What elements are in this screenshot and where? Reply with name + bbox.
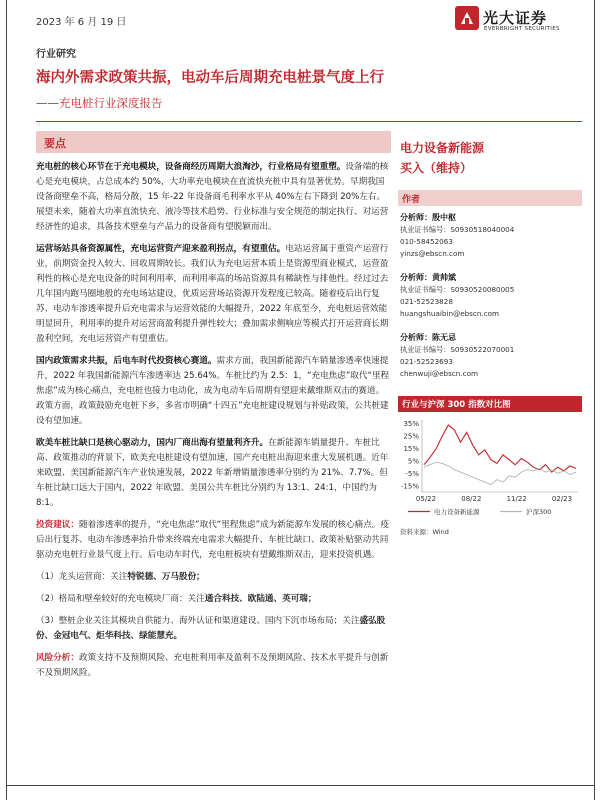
paragraph-risk bbox=[36, 651, 391, 681]
report-date: 2023 年 6 月 19 日 bbox=[36, 17, 127, 28]
authors-label: 作者 bbox=[402, 195, 421, 205]
analyst-name: 分析师：黄帅斌 bbox=[400, 273, 456, 282]
recommendation-text: （2）格局和壁垒较好的充电模块厂商：关注 bbox=[36, 594, 205, 604]
paragraph-heading: 充电桩的核心环节在于充电模块，设备商经历周期大浪淘沙，行业格局有望重塑。 bbox=[36, 162, 346, 172]
recommendation-operators bbox=[36, 570, 391, 585]
chart-source: 资料来源：Wind bbox=[400, 528, 449, 536]
analyst-card bbox=[400, 212, 584, 260]
analyst-phone: 010-58452063 bbox=[400, 237, 453, 246]
paragraph-domestic-policy bbox=[36, 354, 391, 429]
chart-y-tick-label: -15% bbox=[400, 482, 419, 491]
chart-y-tick-label: 5% bbox=[407, 457, 419, 466]
chart-header bbox=[398, 396, 582, 412]
report-title: 海内外需求政策共振，电动车后周期充电桩景气度上行 bbox=[36, 70, 384, 86]
paragraph-heading: 国内政策需求共振，后电车时代投资核心赛道。 bbox=[36, 356, 217, 366]
recommendation-end: ； bbox=[196, 572, 205, 582]
chart-legend-label: 电力设备新能源 bbox=[434, 508, 480, 516]
rating-badge: 买入（维持） bbox=[400, 161, 473, 175]
recommendation-end: 。 bbox=[173, 631, 183, 641]
sector-name: 电力设备新能源 bbox=[400, 141, 485, 155]
paragraph-core-module bbox=[36, 160, 391, 235]
recommendation-stocks: 通合科技、欧陆通、英可瑞 bbox=[204, 594, 308, 604]
paragraph-overseas bbox=[36, 436, 391, 511]
report-category: 行业研究 bbox=[36, 49, 76, 60]
analyst-license: 执业证书编号：S0930520080005 bbox=[400, 285, 515, 294]
paragraph-text: 随着渗透率的提升，“充电焦虑”取代“里程焦虑”成为新能源车发展的核心痛点。疫后出行复苏、电动车渗透率抬升带来终端充电需求大幅提升、车桩比缺口、政策补贴驱动共同驱动充电桩行业景气度上行。后电动车时代，充电桩板块有望戴维斯双击，迎来投资机遇。 bbox=[36, 520, 389, 560]
recommendation-text: （3）整桩企业关注其模块自供能力、海外认证和渠道建设、国内下沉市场布局；关注 bbox=[36, 616, 360, 626]
recommendation-integrators bbox=[36, 614, 391, 644]
everbright-logo-icon bbox=[455, 6, 479, 30]
analyst-name: 分析师：陈无忌 bbox=[400, 333, 456, 342]
paragraph-heading: 风险分析： bbox=[36, 653, 79, 663]
recommendation-text: （1）龙头运营商：关注 bbox=[36, 572, 128, 582]
brand-name-en: EVERBRIGHT SECURITIES bbox=[484, 26, 560, 32]
analyst-phone: 021-52523693 bbox=[400, 357, 453, 366]
paragraph-text: 在新能源车销量提升、车桩比高、政策推动的背景下，欧美充电桩建设有望加速，国产充电桩出海迎来重大发展机遇。近年来欧盟、美国新能源汽车产业快速发展，2022 年新增销量渗透率分别约为 21%、7.7%。但车桩比缺口远大于国内，2022 年欧盟、美国公共车桩比分别约为 13:1、24:1，中国约为 8:1。 bbox=[36, 438, 389, 508]
chart-x-tick-label: 02/23 bbox=[551, 495, 573, 503]
chart-series-line bbox=[424, 462, 576, 484]
chart-x-tick-label: 11/22 bbox=[506, 495, 527, 503]
analyst-license: 执业证书编号：S0930522070001 bbox=[400, 345, 515, 354]
report-subtitle: ——充电桩行业深度报告 bbox=[36, 96, 163, 110]
analyst-email[interactable]: yinzs@ebscn.com bbox=[400, 249, 465, 258]
key-points-body bbox=[36, 160, 391, 688]
analyst-phone: 021-52523828 bbox=[400, 297, 453, 306]
paragraph-text: 电站运营属于重资产运营行业，前期资金投入较大、回收周期较长。我们认为充电运营本质上是资源型商业模式，运营盈利性的核心是充电设备的时间利用率，而利用率高的场站资源具有稀缺性与排他性。经过过去几年国内跑马圈地般的充电场站建设，优质运营场站资源开发程度已较高。随着疫后出行复苏、电动车渗透率提升后充电需求与运营效能的大幅提升，2022 年底至今，充电桩运营效能明显回升，利用率的提升对运营商盈利提升弹性较大；叠加需求侧响应等模式打开运营商长期盈利空间，充电运营资产有望重估。 bbox=[36, 244, 389, 344]
page-frame-bottom bbox=[6, 785, 595, 786]
chart-title: 行业与沪深 300 指数对比图 bbox=[402, 400, 511, 410]
key-points-label: 要点 bbox=[44, 137, 66, 150]
paragraph-heading: 欧美车桩比缺口是核心驱动力，国内厂商出海有望量利齐升。 bbox=[36, 438, 269, 448]
chart-x-tick-label: 05/22 bbox=[415, 495, 437, 503]
analyst-card bbox=[400, 272, 584, 320]
paragraph-heading: 运营场站具备资源属性，充电运营资产迎来盈利拐点，有望重估。 bbox=[36, 244, 286, 254]
chart-y-tick-label: 25% bbox=[403, 432, 419, 441]
recommendation-stocks: 特锐德、万马股份 bbox=[127, 572, 197, 582]
industry-vs-index-chart bbox=[398, 414, 582, 522]
analyst-card bbox=[400, 332, 584, 380]
recommendation-stocks: 盛弘股份、金冠电气、炬华科技、绿能慧充 bbox=[36, 616, 386, 641]
paragraph-heading: 投资建议： bbox=[36, 520, 79, 530]
title-divider bbox=[36, 121, 582, 122]
chart-legend-label: 沪深300 bbox=[526, 508, 552, 516]
chart-y-tick-label: -5% bbox=[405, 469, 419, 478]
paragraph-text: 需求方面，我国新能源汽车销量渗透率快速提升，2022 年我国新能源汽车渗透率达 25.64%。车桩比约为 2.5：1，“充电焦虑”取代“里程焦虑”成为核心痛点，充电桩也接力电动化，成为电动车后周期有望迎来戴维斯双击的赛道。政策方面，政策鼓励充电桩下乡，多省市明确“十四五”充电桩建设规划与补贴政策，公共桩建设有望加速。 bbox=[36, 356, 390, 426]
brand-logo bbox=[455, 6, 585, 38]
paragraph-text: 政策支持不及预期风险、充电桩利用率及盈利不及预期风险、技术水平提升与创新不及预期风险。 bbox=[36, 653, 389, 678]
analyst-name: 分析师：殷中枢 bbox=[400, 213, 456, 222]
paragraph-text: 设备端的核心是充电模块，占总成本约 50%，大功率充电模块在直流快充桩中具有显著优势。早期我国设备商壁垒不高，格局分散，15 年-22 年设备商毛利率水平从 40%左右下降到 20%左右。展望未来，随着大功率直流快充、液冷等技术趋势、行业标准与安全规范的制定执行、对运营经济性的追求，具备技术壁垒与产品力的设备商有望脱颖而出。 bbox=[36, 162, 389, 232]
recommendation-modules bbox=[36, 592, 391, 607]
page-frame-right bbox=[594, 0, 595, 800]
paragraph-operation bbox=[36, 242, 391, 347]
analyst-email[interactable]: chenwuji@ebscn.com bbox=[400, 369, 478, 378]
paragraph-investment-advice bbox=[36, 518, 391, 563]
recommendation-end: ； bbox=[307, 594, 317, 604]
page-frame-left bbox=[6, 0, 7, 800]
authors-header bbox=[398, 190, 582, 206]
analyst-email[interactable]: huangshuaibin@ebscn.com bbox=[400, 309, 500, 318]
chart-y-tick-label: 35% bbox=[403, 420, 419, 429]
key-points-header bbox=[36, 131, 391, 153]
analyst-license: 执业证书编号：S0930518040004 bbox=[400, 225, 515, 234]
chart-y-tick-label: 15% bbox=[403, 445, 419, 454]
brand-name: 光大证券 bbox=[483, 9, 548, 27]
chart-x-tick-label: 08/22 bbox=[461, 495, 482, 503]
